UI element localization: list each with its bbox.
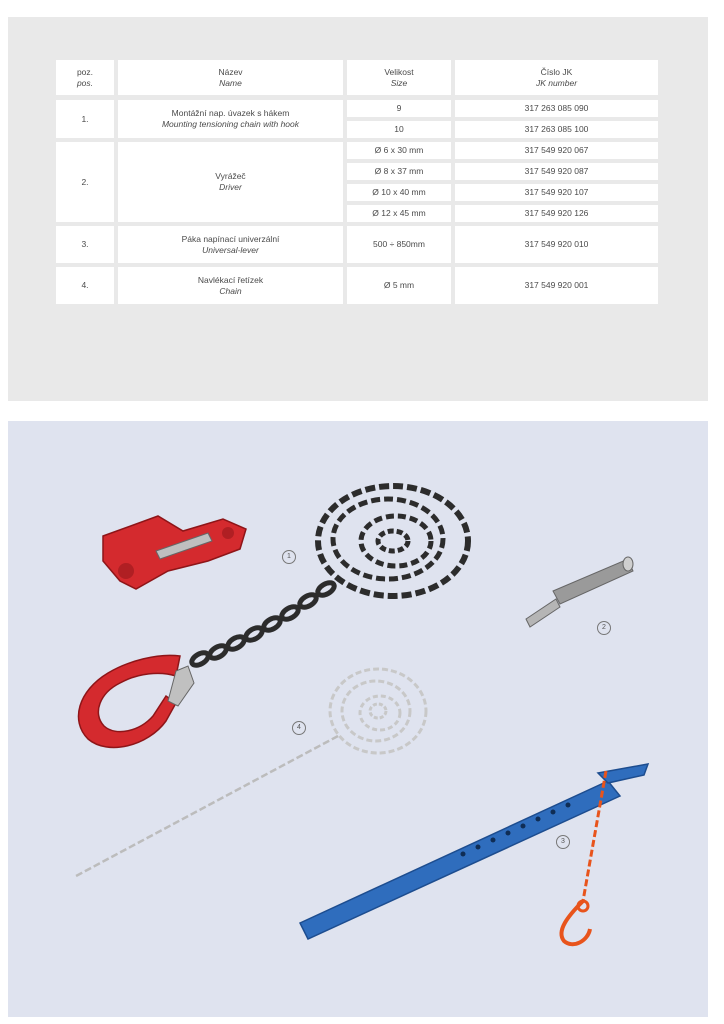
- callout-1: [282, 550, 296, 564]
- row-2-number-1: [455, 142, 658, 159]
- row-1-number-2-text: 317 263 085 100: [524, 124, 589, 134]
- row-4-number-text: 317 549 920 001: [524, 280, 589, 290]
- header-size-en: Size: [390, 77, 408, 88]
- row-2-number-1-text: 317 549 920 067: [524, 145, 589, 155]
- row-1-number-1: [455, 100, 658, 117]
- table-panel: [8, 17, 708, 401]
- row-2-name-en: Driver: [219, 182, 242, 192]
- row-2-number-2: [455, 163, 658, 180]
- callout-2-text: 2: [602, 624, 606, 631]
- callout-3-text: 3: [561, 838, 565, 845]
- row-2-number-3: [455, 184, 658, 201]
- header-pos: [56, 60, 114, 95]
- row-2-name-cz: Vyrážeč: [215, 171, 246, 181]
- row-1-name-cz: Montážní nap. úvazek s hákem: [171, 108, 290, 118]
- header-number-cz: Číslo JK: [540, 66, 573, 77]
- row-1-size-2: [347, 121, 451, 138]
- row-4-name: [118, 267, 343, 304]
- header-pos-cz: poz.: [76, 66, 94, 77]
- row-3-size: [347, 226, 451, 263]
- row-1-size-1-text: 9: [396, 103, 402, 113]
- header-name: [118, 60, 343, 95]
- row-2-size-4-text: Ø 12 x 45 mm: [372, 208, 426, 218]
- row-2-size-2: [347, 163, 451, 180]
- row-2-size-3-text: Ø 10 x 40 mm: [372, 187, 426, 197]
- row-3-size-text: 500 ÷ 850mm: [373, 239, 425, 249]
- row-3-pos-text: 3.: [81, 239, 89, 249]
- header-size: [347, 60, 451, 95]
- row-4-pos: [56, 267, 114, 304]
- row-4-size: [347, 267, 451, 304]
- header-name-cz: Název: [218, 66, 243, 77]
- header-number: [455, 60, 658, 95]
- row-1-number-2: [455, 121, 658, 138]
- universal-lever-image: [300, 764, 648, 939]
- black-chain-pile-image: [318, 486, 468, 596]
- callout-4: [292, 721, 306, 735]
- row-1-name-en: Mounting tensioning chain with hook: [161, 119, 300, 129]
- row-4-size-text: Ø 5 mm: [383, 280, 415, 290]
- row-3-name: [118, 226, 343, 263]
- callout-4-text: 4: [297, 724, 301, 731]
- row-4-pos-text: 4.: [81, 280, 89, 290]
- row-1-name: [118, 100, 343, 138]
- row-2-number-4: [455, 205, 658, 222]
- row-2-number-2-text: 317 549 920 087: [524, 166, 589, 176]
- product-photo: [8, 421, 708, 1017]
- header-pos-en: pos.: [76, 77, 94, 88]
- row-1-number-1-text: 317 263 085 090: [524, 103, 589, 113]
- row-3-number: [455, 226, 658, 263]
- row-3-name-cz: Páka napínací univerzální: [181, 233, 280, 244]
- callout-1-text: 1: [287, 553, 291, 560]
- row-3-pos: [56, 226, 114, 263]
- header-name-en: Name: [219, 77, 242, 88]
- product-photo-panel: [8, 421, 708, 1017]
- driver-pin-image: [526, 557, 633, 627]
- row-2-size-1-text: Ø 6 x 30 mm: [374, 145, 424, 155]
- silver-chain-pile-image: [330, 669, 426, 753]
- row-2-number-4-text: 317 549 920 126: [524, 208, 589, 218]
- row-2-size-3: [347, 184, 451, 201]
- red-hook-image: [78, 655, 194, 747]
- row-2-pos-text: 2.: [81, 176, 89, 187]
- row-2-size-2-text: Ø 8 x 37 mm: [374, 166, 424, 176]
- row-2-number-3-text: 317 549 920 107: [524, 187, 589, 197]
- row-1-pos: [56, 100, 114, 138]
- silver-chain-strand-image: [76, 736, 338, 876]
- header-size-cz: Velikost: [384, 66, 414, 77]
- row-4-name-en: Chain: [219, 285, 242, 296]
- row-4-name-cz: Navlékací řetízek: [197, 274, 264, 285]
- row-3-name-en: Universal-lever: [202, 244, 259, 255]
- callout-3: [556, 835, 570, 849]
- row-3-number-text: 317 549 920 010: [524, 239, 589, 249]
- row-2-name: [118, 142, 343, 222]
- row-1-size-2-text: 10: [394, 124, 404, 134]
- callout-2: [597, 621, 611, 635]
- row-4-number: [455, 267, 658, 304]
- row-2-size-1: [347, 142, 451, 159]
- row-2-pos: [56, 142, 114, 222]
- row-1-pos-text: 1.: [81, 113, 89, 124]
- row-2-size-4: [347, 205, 451, 222]
- row-1-size-1: [347, 100, 451, 117]
- header-number-en: JK number: [535, 77, 578, 88]
- black-chain-strand-image: [190, 580, 337, 668]
- shortening-clutch-image: [103, 516, 246, 589]
